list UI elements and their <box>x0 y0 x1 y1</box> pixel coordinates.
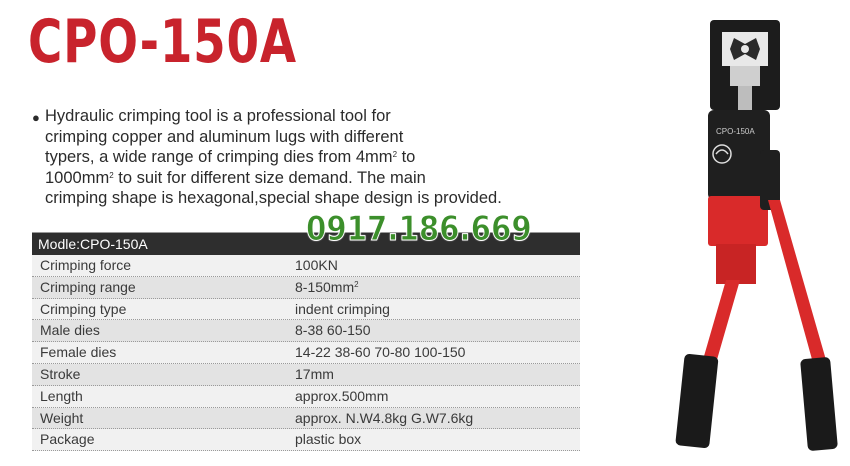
spec-table <box>32 232 580 451</box>
desc-line-3: typers, a wide range of crimping dies from $4mm^2$ to <box>45 148 416 166</box>
spec-key: Female dies <box>40 344 117 361</box>
phone-watermark: 0917.186.669 <box>306 209 532 249</box>
spec-value: 14-22 38-60 70-80 100-150 <box>295 344 466 361</box>
spec-key: Crimping type <box>40 300 127 317</box>
desc-line-5: crimping shape is hexagonal,special shape design is provided. <box>45 189 502 207</box>
spec-row <box>32 255 580 277</box>
spec-row <box>32 386 580 408</box>
spec-row <box>32 299 580 321</box>
spec-key: Package <box>40 431 95 448</box>
spec-row <box>32 320 580 342</box>
spec-key: Stroke <box>40 365 81 382</box>
crimping-tool-image <box>630 0 850 466</box>
tool-right-handle <box>768 200 826 363</box>
spec-key: Weight <box>40 409 84 426</box>
spec-key: Length <box>40 387 83 404</box>
desc-line-2: crimping copper and aluminum lugs with different <box>45 127 404 146</box>
product-title: CPO-150A <box>28 7 297 77</box>
spec-key: Crimping force <box>40 257 132 273</box>
spec-row <box>32 364 580 386</box>
tool-cylinder <box>708 196 768 246</box>
spec-row <box>32 429 580 451</box>
spec-value: 100KN <box>295 257 338 273</box>
tool-left-grip <box>675 353 718 448</box>
tool-label: CPO-150A <box>716 127 755 136</box>
spec-value: 17mm <box>295 365 334 382</box>
spec-key: Crimping range <box>40 278 136 295</box>
spec-value: $8-150mm^2$ <box>295 278 359 295</box>
spec-table-header: Modle:CPO-150A <box>32 233 580 255</box>
desc-line-4: $1000mm^2$ to suit for different size demand. The main <box>45 168 426 187</box>
spec-value: approx. N.W4.8kg G.W7.6kg <box>295 409 474 426</box>
desc-line-1: Hydraulic crimping tool is a professional tool for <box>45 107 391 125</box>
product-description <box>32 106 592 209</box>
spec-value: 8-38 60-150 <box>295 322 371 339</box>
spec-value: indent crimping <box>295 300 390 317</box>
spec-row <box>32 342 580 364</box>
bullet-icon: ● <box>32 110 40 125</box>
spec-row <box>32 277 580 299</box>
spec-key: Male dies <box>40 322 100 339</box>
tool-right-grip <box>800 357 838 451</box>
spec-value: approx.500mm <box>295 387 389 404</box>
spec-value: plastic box <box>295 431 362 448</box>
spec-row <box>32 408 580 430</box>
